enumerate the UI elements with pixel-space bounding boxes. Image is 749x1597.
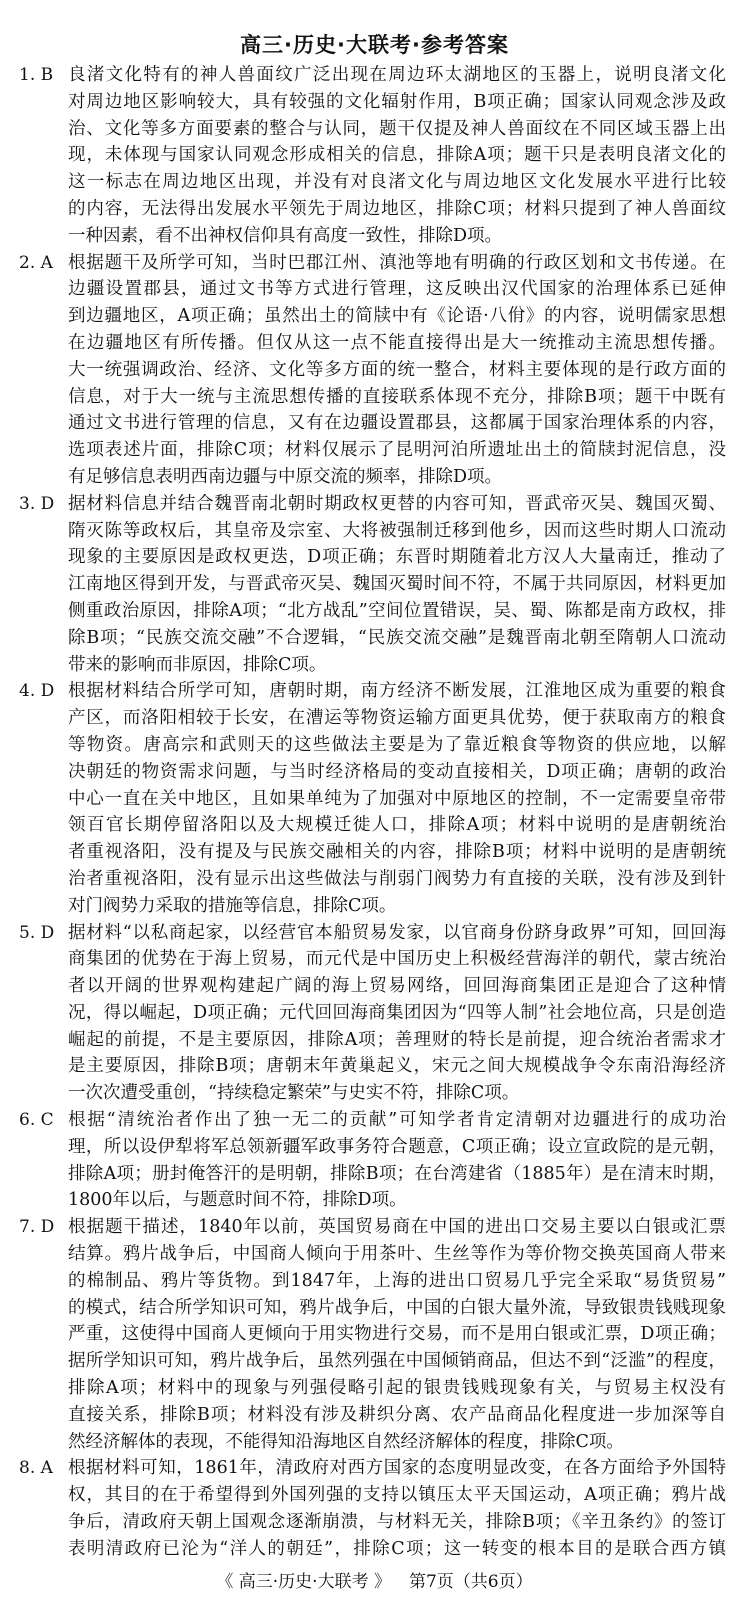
answer-line: 况，得以崛起，D项正确；元代回回海商集团因为“四等人制”社会地位高，只是创造 [68, 1002, 726, 1023]
answer-line: 大一统强调政治、经济、文化等多方面的统一整合，材料主要体现的是行政方面的 [68, 359, 726, 380]
answer-line: 这一标志在周边地区出现，并没有对良渚文化与周边地区文化发展水平进行比较 [68, 172, 726, 193]
answer-line: 权，其目的在于希望得到外国列强的支持以镇压太平天国运动，A项正确；鸦片战 [68, 1485, 726, 1506]
answer-line: 直接关系，排除B项；材料没有涉及耕织分离、农产品商品化程度进一步加深等自 [68, 1404, 726, 1425]
answer-item-3 [0, 491, 749, 679]
answer-line: 决朝廷的物资需求问题，与当时经济格局的变动直接相关，D项正确；唐朝的政治 [68, 761, 726, 782]
answer-line: 一种因素，看不出神权信仰具有高度一致性，排除D项。 [68, 225, 503, 246]
answer-explanation [68, 491, 726, 679]
answer-explanation [68, 62, 726, 250]
answer-line: 对周边地区影响较大，具有较强的文化辐射作用，B项正确；国家认同观念涉及政 [68, 91, 726, 112]
answer-label: 2. A [19, 252, 53, 273]
answer-line: 排除A项；册封俺答汗的是明朝，排除B项；在台湾建省（1885年）是在清末时期， [68, 1163, 726, 1184]
answer-label: 1. B [19, 65, 54, 85]
answer-explanation [68, 920, 726, 1108]
page-title: 高三·历史·大联考·参考答案 [240, 33, 509, 57]
answer-line: 结算。鸦片战争后，中国商人倾向于用茶叶、生丝等作为等价物交换英国商人带来 [68, 1244, 726, 1265]
answer-list [0, 62, 749, 1563]
answer-line: 边疆设置郡县，通过文书等方式进行管理，这反映出汉代国家的治理体系已延伸 [68, 279, 726, 300]
answer-line: 据材料“以私商起家，以经营官本船贸易发家，以官商身份跻身政界”可知，回回海 [68, 922, 726, 943]
answer-explanation [68, 250, 726, 491]
answer-explanation [68, 678, 726, 919]
answer-line: 的内容，无法得出发展水平领先于周边地区，排除C项；材料只提到了神人兽面纹 [68, 198, 726, 219]
answer-line: 江南地区得到开发，与晋武帝灭吴、魏国灭蜀时间不符，不属于共同原因，材料更加 [68, 574, 726, 595]
answer-line: 排除A项；材料中的现象与列强侵略引起的银贵钱贱现象有关，与贸易主权没有 [68, 1378, 726, 1399]
answer-item-4 [0, 678, 749, 919]
answer-line: 根据材料结合所学可知，唐朝时期，南方经济不断发展，江淮地区成为重要的粮食 [68, 681, 726, 702]
answer-line: 隋灭陈等政权后，其皇帝及宗室、大将被强制迁移到他乡，因而这些时期人口流动 [68, 520, 726, 541]
answer-line: 有足够信息表明西南边疆与中原交流的频率，排除D项。 [68, 466, 503, 487]
answer-line: 者重视洛阳，没有提及与民族交融相关的内容，排除B项；材料中说明的是唐朝统 [68, 842, 726, 863]
footer-exam-name: 《 高三·历史·大联考 》 [216, 1572, 391, 1592]
answer-line: 一次次遭受重创，“持续稳定繁荣”与史实不符，排除C项。 [68, 1083, 520, 1104]
answer-line: 通过文书进行管理的信息，又有在边疆设置郡县，这都属于国家治理体系的内容， [68, 413, 726, 434]
answer-item-2 [0, 250, 749, 491]
answer-line: 对门阀势力采取的措施等信息，排除C项。 [68, 895, 397, 916]
answer-item-1 [0, 62, 749, 250]
answer-line: 中心一直在关中地区，且如果单纯为了加强对中原地区的控制，不一定需要皇帝带 [68, 788, 726, 809]
answer-label: 6. C [19, 1110, 54, 1131]
answer-line: 根据题干描述，1840年以前，英国贸易商在中国的进出口交易主要以白银或汇票 [68, 1217, 726, 1238]
answer-line: 然经济解体的表现，不能得知沿海地区自然经济解体的程度，排除C项。 [68, 1431, 624, 1452]
answer-item-6 [0, 1107, 749, 1214]
answer-line: 等物资。唐高宗和武则天的这些做法主要是为了靠近粮食等物资的供应地，以解 [68, 734, 726, 755]
answer-item-8 [0, 1455, 749, 1562]
answer-label: 3. D [19, 493, 55, 514]
answer-line: 现，未体现与国家认同观念形成相关的信息，排除A项；题干只是表明良渚文化的 [68, 145, 726, 166]
answer-item-5 [0, 920, 749, 1108]
answer-line: 带来的影响而非原因，排除C项。 [68, 654, 327, 675]
answer-line: 信息，对于大一统与主流思想传播的直接联系体现不充分，排除B项；题干中既有 [68, 386, 726, 407]
answer-label: 8. A [19, 1458, 53, 1479]
answer-line: 据所学知识可知，鸦片战争后，虽然列强在中国倾销商品，但达不到“泛滥”的程度， [68, 1351, 726, 1372]
answer-line: 良渚文化特有的神人兽面纹广泛出现在周边环太湖地区的玉器上，说明良渚文化 [68, 65, 726, 85]
answer-line: 崛起的前提，不是主要原因，排除A项；善理财的特长是前提，迎合统治者需求才 [68, 1029, 726, 1050]
answer-line: 根据“清统治者作出了独一无二的贡献”可知学者肯定清朝对边疆进行的成功治 [68, 1110, 726, 1131]
answer-line: 的模式，结合所学知识可知，鸦片战争后，中国的白银大量外流，导致银贵钱贱现象 [68, 1297, 726, 1318]
answer-line: 领百官长期停留洛阳以及大规模迁徙人口，排除A项；材料中说明的是唐朝统治 [68, 815, 726, 836]
answer-line: 严重，这使得中国商人更倾向于用实物进行交易，而不是用白银或汇票，D项正确； [68, 1324, 726, 1345]
footer-page-number: 第7页（共6页） [408, 1572, 533, 1592]
answer-label: 5. D [19, 922, 55, 943]
answer-line: 是主要原因，排除B项；唐朝末年黄巢起义，宋元之间大规模战争令东南沿海经济 [68, 1056, 726, 1077]
answer-line: 治、文化等多方面要素的整合与认同，题干仅提及神人兽面纹在不同区域玉器上出 [68, 118, 726, 139]
answer-line: 争后，清政府天朝上国观念逐渐崩溃，与材料无关，排除B项；《辛丑条约》的签订 [68, 1512, 726, 1533]
answer-line: 侧重政治原因，排除A项；“北方战乱”空间位置错误，吴、蜀、陈都是南方政权，排 [68, 600, 726, 621]
answer-line: 的棉制品、鸦片等货物。到1847年，上海的进出口贸易几乎完全采取“易货贸易” [68, 1270, 726, 1291]
answer-explanation [68, 1455, 726, 1562]
answer-line: 产区，而洛阳相较于长安，在漕运等物资运输方面更具优势，便于获取南方的粮食 [68, 708, 726, 729]
answer-line: 1800年以后，与题意时间不符，排除D项。 [68, 1190, 407, 1211]
answer-explanation [68, 1107, 726, 1214]
answer-label: 7. D [19, 1217, 55, 1238]
answer-line: 治者重视洛阳，没有显示出这些做法与削弱门阀势力有直接的关联，没有涉及到针 [68, 868, 726, 889]
answer-line: 现象的主要原因是政权更迭，D项正确；东晋时期随着北方汉人大量南迁，推动了 [68, 547, 726, 568]
answer-line: 根据题干及所学可知，当时巴郡江州、滇池等地有明确的行政区划和文书传递。在 [68, 252, 726, 273]
answer-item-7 [0, 1214, 749, 1455]
answer-line: 除B项；“民族交流交融”不合逻辑，“民族交流交融”是魏晋南北朝至隋朝人口流动 [68, 627, 726, 648]
answer-line: 表明清政府已沦为“洋人的朝廷”，排除C项；这一转变的根本目的是联合西方镇 [68, 1538, 726, 1559]
answer-line: 到边疆地区，A项正确；虽然出土的简牍中有《论语·八佾》的内容，说明儒家思想 [68, 306, 726, 327]
page-footer [0, 1569, 749, 1595]
answer-line: 选项表述片面，排除C项；材料仅展示了昆明河泊所遗址出土的简牍封泥信息，没 [68, 440, 726, 461]
answer-line: 理，所以设伊犁将军总领新疆军政事务符合题意，C项正确；设立宣政院的是元朝， [68, 1136, 726, 1157]
answer-line: 在边疆地区有所传播。但仅从这一点不能直接得出是大一统推动主流思想传播。 [68, 332, 726, 353]
answer-line: 根据材料可知，1861年，清政府对西方国家的态度明显改变，在各方面给予外国特 [68, 1458, 726, 1479]
answer-explanation [68, 1214, 726, 1455]
answer-line: 商集团的优势在于海上贸易，而元代是中国历史上积极经营海洋的朝代，蒙古统治 [68, 949, 726, 970]
answer-line: 据材料信息并结合魏晋南北朝时期政权更替的内容可知，晋武帝灭吴、魏国灭蜀、 [68, 493, 726, 514]
answer-line: 者以开阔的世界观构建起广阔的海上贸易网络，回回海商集团正是迎合了这种情 [68, 976, 726, 997]
answer-label: 4. D [19, 681, 55, 702]
